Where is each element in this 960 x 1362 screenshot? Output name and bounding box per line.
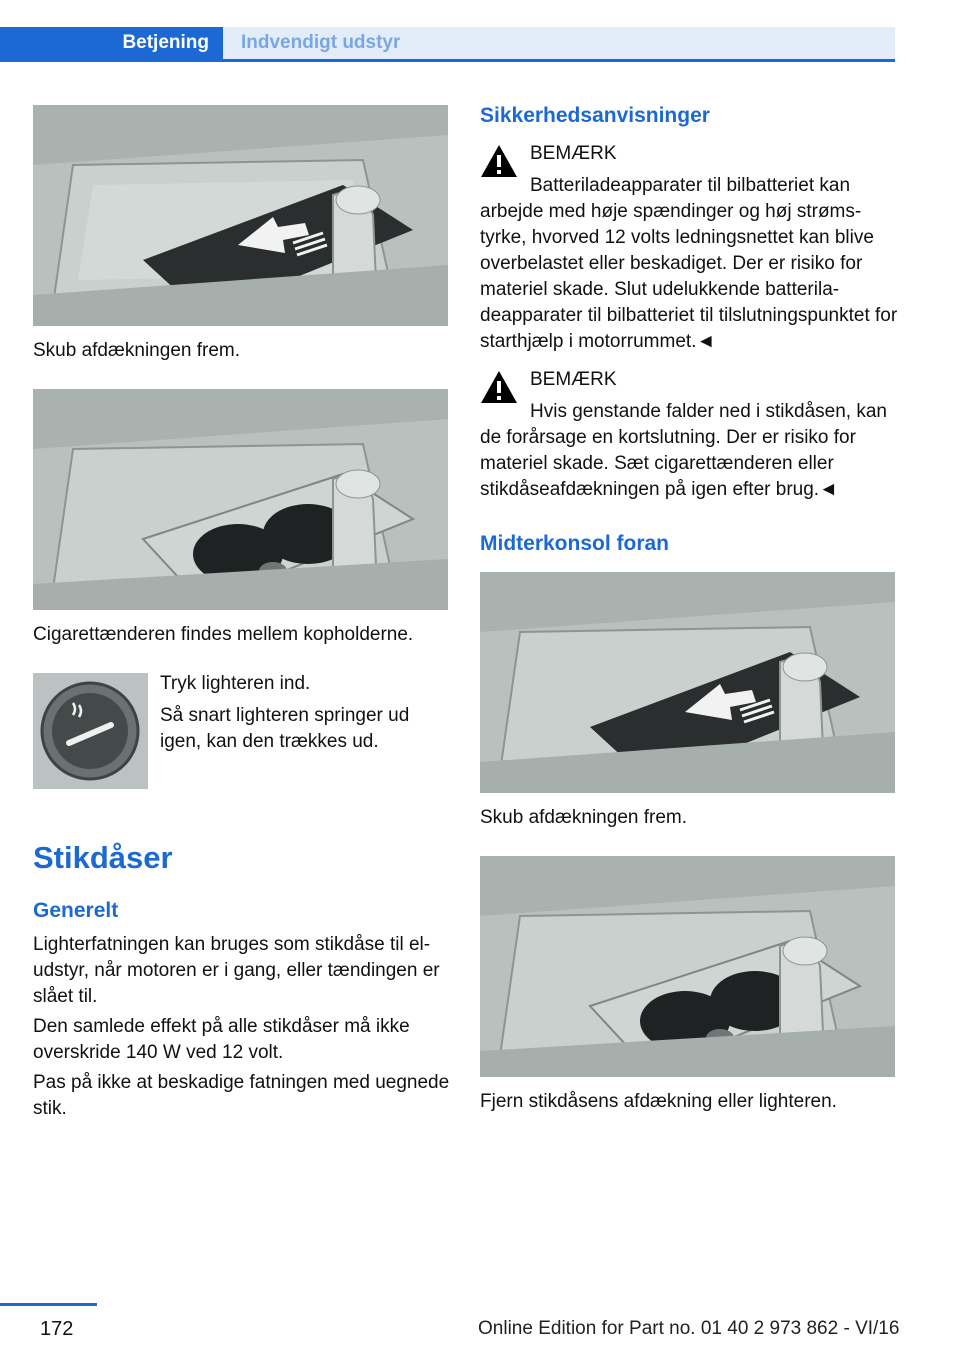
front-console-cover-photo <box>480 572 895 793</box>
caption-push-cover-right: Skub afdækningen frem. <box>480 807 688 828</box>
cigarette-lighter-icon <box>33 673 148 789</box>
section-heading-stikdaaser: Stikdåser <box>33 840 173 875</box>
header-divider <box>0 59 895 62</box>
caption-lighter-location: Cigarettænderen findes mellem kopholderne. <box>33 624 414 645</box>
cupholder-photo <box>33 389 448 610</box>
paragraph-socket-usage: Lighterfatningen kan bruges som stikdåse til el-udstyr, når motoren er i gang, eller tændingen er slået til. <box>33 934 440 1007</box>
footer-divider <box>0 1303 97 1306</box>
lighter-instruction-2: Så snart lighteren springer ud igen, kan den trækkes ud. <box>160 705 410 752</box>
caption-push-cover: Skub afdækningen frem. <box>33 340 241 361</box>
page-number: 172 <box>40 1318 74 1340</box>
note1-text: Batteriladeapparater til bilbatteriet kan arbejde med høje spændinger og høj strømstyrke, hvorved 12 volts ledningsnettet kan blive overbelastet eller beskadiget. Der er risiko for materiel skade. Slut udelukkende batteriladeapparater til bilbatteriet til tilslutningspunktet for starthjælp i motorrummet.◄ <box>480 175 898 352</box>
lighter-instruction-1: Tryk lighteren ind. <box>160 673 311 694</box>
heading-sikkerhedsanvisninger: Sikkerhedsanvisninger <box>480 104 710 127</box>
paragraph-max-power: Den samlede effekt på alle stikdåser må ikke overskride 140 W ved 12 volt. <box>33 1016 410 1063</box>
header-tabs <box>0 0 895 62</box>
note1-title: BEMÆRK <box>530 143 617 164</box>
note2-text: Hvis genstande falder ned i stikdåsen, kan de forårsage en kortslutning. Der er risiko for materiel skade. Sæt cigarettænderen eller stikdåseafdækningen på igen efter brug.◄ <box>480 401 887 500</box>
tab-betjening[interactable]: Betjening <box>0 27 223 59</box>
caption-remove-cover: Fjern stikdåsens afdækning eller lighteren. <box>480 1091 837 1112</box>
subheading-generelt: Generelt <box>33 899 119 922</box>
socket-photo <box>480 856 895 1077</box>
note2-title: BEMÆRK <box>530 369 617 390</box>
paragraph-avoid-damage: Pas på ikke at beskadige fatningen med uegnede stik. <box>33 1072 450 1119</box>
edition-info: Online Edition for Part no. 01 40 2 973 862 - VI/16 <box>478 1318 900 1339</box>
subheading-midterkonsol-foran: Midterkonsol foran <box>480 532 670 555</box>
tab-indvendigt-udstyr[interactable]: Indvendigt udstyr <box>223 27 895 59</box>
console-cover-photo <box>33 105 448 326</box>
